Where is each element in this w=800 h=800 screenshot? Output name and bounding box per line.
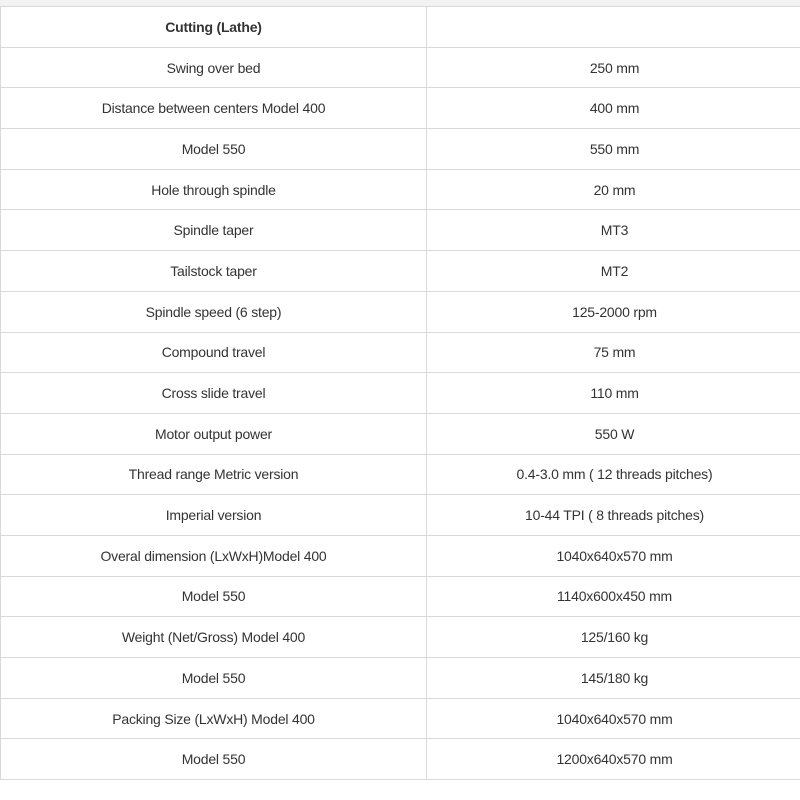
- row-label: Model 550: [1, 739, 427, 780]
- table-row: [1, 169, 800, 210]
- spec-table-body: [1, 47, 800, 779]
- table-row: [1, 454, 800, 495]
- table-row: [1, 617, 800, 658]
- row-label: Model 550: [1, 658, 427, 699]
- row-label: Motor output power: [1, 413, 427, 454]
- header-cell-empty: [427, 7, 800, 48]
- row-value: 550 mm: [427, 129, 800, 170]
- table-row: [1, 373, 800, 414]
- table-header-row: [1, 7, 800, 48]
- row-value: 20 mm: [427, 169, 800, 210]
- row-label: Hole through spindle: [1, 169, 427, 210]
- row-label: Packing Size (LxWxH) Model 400: [1, 698, 427, 739]
- table-row: [1, 739, 800, 780]
- table-row: [1, 88, 800, 129]
- row-label: Swing over bed: [1, 47, 427, 88]
- row-value: 400 mm: [427, 88, 800, 129]
- row-value: 550 W: [427, 413, 800, 454]
- row-value: 1040x640x570 mm: [427, 535, 800, 576]
- row-value: MT2: [427, 251, 800, 292]
- row-value: 1200x640x570 mm: [427, 739, 800, 780]
- row-value: 125/160 kg: [427, 617, 800, 658]
- row-label: Model 550: [1, 576, 427, 617]
- row-value: 145/180 kg: [427, 658, 800, 699]
- table-row: [1, 658, 800, 699]
- row-label: Compound travel: [1, 332, 427, 373]
- header-cell-title: Cutting (Lathe): [1, 7, 427, 48]
- table-row: [1, 210, 800, 251]
- row-label: Model 550: [1, 129, 427, 170]
- row-value: 1040x640x570 mm: [427, 698, 800, 739]
- row-label: Weight (Net/Gross) Model 400: [1, 617, 427, 658]
- table-row: [1, 535, 800, 576]
- table-row: [1, 698, 800, 739]
- row-label: Thread range Metric version: [1, 454, 427, 495]
- row-label: Imperial version: [1, 495, 427, 536]
- spec-table: [0, 6, 800, 780]
- table-row: [1, 576, 800, 617]
- table-row: [1, 251, 800, 292]
- row-label: Spindle speed (6 step): [1, 291, 427, 332]
- table-row: [1, 129, 800, 170]
- row-value: 1140x600x450 mm: [427, 576, 800, 617]
- row-label: Cross slide travel: [1, 373, 427, 414]
- table-row: [1, 413, 800, 454]
- row-value: 10-44 TPI ( 8 threads pitches): [427, 495, 800, 536]
- row-value: 0.4-3.0 mm ( 12 threads pitches): [427, 454, 800, 495]
- row-value: MT3: [427, 210, 800, 251]
- table-row: [1, 495, 800, 536]
- row-label: Spindle taper: [1, 210, 427, 251]
- row-label: Tailstock taper: [1, 251, 427, 292]
- row-value: 75 mm: [427, 332, 800, 373]
- row-label: Distance between centers Model 400: [1, 88, 427, 129]
- row-value: 250 mm: [427, 47, 800, 88]
- row-value: 125-2000 rpm: [427, 291, 800, 332]
- table-row: [1, 47, 800, 88]
- row-label: Overal dimension (LxWxH)Model 400: [1, 535, 427, 576]
- row-value: 110 mm: [427, 373, 800, 414]
- table-row: [1, 291, 800, 332]
- table-row: [1, 332, 800, 373]
